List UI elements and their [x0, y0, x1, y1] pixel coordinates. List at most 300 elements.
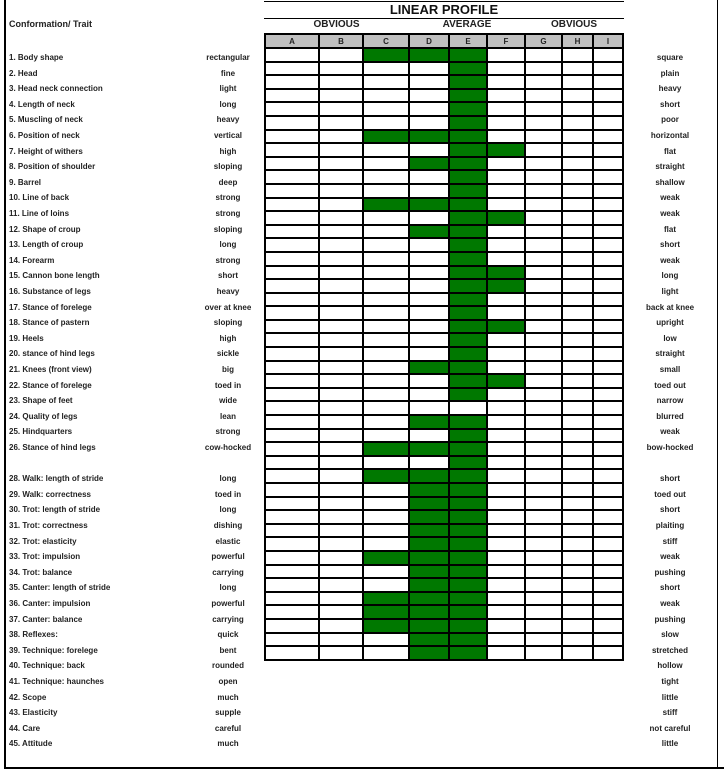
cell-f[interactable] [487, 116, 525, 130]
cell-e[interactable] [449, 293, 487, 307]
cell-i[interactable] [593, 524, 623, 538]
cell-c[interactable] [363, 483, 409, 497]
cell-e[interactable] [449, 551, 487, 565]
cell-f[interactable] [487, 347, 525, 361]
cell-c[interactable] [363, 537, 409, 551]
cell-d[interactable] [409, 497, 449, 511]
cell-a[interactable] [265, 211, 319, 225]
cell-b[interactable] [319, 170, 363, 184]
cell-e[interactable] [449, 320, 487, 334]
cell-g[interactable] [525, 483, 562, 497]
cell-f[interactable] [487, 170, 525, 184]
cell-c[interactable] [363, 442, 409, 456]
cell-e[interactable] [449, 89, 487, 103]
cell-e[interactable] [449, 279, 487, 293]
cell-e[interactable] [449, 130, 487, 144]
cell-a[interactable] [265, 415, 319, 429]
cell-e[interactable] [449, 578, 487, 592]
cell-f[interactable] [487, 48, 525, 62]
cell-b[interactable] [319, 102, 363, 116]
cell-c[interactable] [363, 238, 409, 252]
cell-a[interactable] [265, 497, 319, 511]
cell-b[interactable] [319, 646, 363, 660]
cell-b[interactable] [319, 89, 363, 103]
cell-a[interactable] [265, 48, 319, 62]
cell-b[interactable] [319, 401, 363, 415]
cell-f[interactable] [487, 551, 525, 565]
cell-g[interactable] [525, 456, 562, 470]
cell-f[interactable] [487, 75, 525, 89]
cell-b[interactable] [319, 633, 363, 647]
cell-d[interactable] [409, 306, 449, 320]
cell-f[interactable] [487, 483, 525, 497]
cell-i[interactable] [593, 374, 623, 388]
cell-h[interactable] [562, 266, 593, 280]
cell-b[interactable] [319, 130, 363, 144]
cell-d[interactable] [409, 633, 449, 647]
cell-i[interactable] [593, 592, 623, 606]
cell-h[interactable] [562, 184, 593, 198]
cell-f[interactable] [487, 456, 525, 470]
cell-c[interactable] [363, 551, 409, 565]
cell-i[interactable] [593, 89, 623, 103]
cell-a[interactable] [265, 646, 319, 660]
cell-c[interactable] [363, 605, 409, 619]
cell-b[interactable] [319, 483, 363, 497]
cell-i[interactable] [593, 605, 623, 619]
cell-e[interactable] [449, 483, 487, 497]
cell-d[interactable] [409, 102, 449, 116]
cell-f[interactable] [487, 184, 525, 198]
cell-b[interactable] [319, 592, 363, 606]
cell-f[interactable] [487, 646, 525, 660]
cell-h[interactable] [562, 469, 593, 483]
cell-f[interactable] [487, 578, 525, 592]
cell-e[interactable] [449, 75, 487, 89]
cell-g[interactable] [525, 143, 562, 157]
cell-b[interactable] [319, 361, 363, 375]
cell-a[interactable] [265, 62, 319, 76]
cell-f[interactable] [487, 429, 525, 443]
cell-i[interactable] [593, 293, 623, 307]
cell-i[interactable] [593, 143, 623, 157]
cell-h[interactable] [562, 619, 593, 633]
cell-a[interactable] [265, 483, 319, 497]
cell-h[interactable] [562, 578, 593, 592]
cell-d[interactable] [409, 537, 449, 551]
cell-i[interactable] [593, 565, 623, 579]
cell-a[interactable] [265, 89, 319, 103]
cell-f[interactable] [487, 306, 525, 320]
cell-g[interactable] [525, 605, 562, 619]
cell-e[interactable] [449, 361, 487, 375]
cell-f[interactable] [487, 401, 525, 415]
cell-a[interactable] [265, 116, 319, 130]
cell-i[interactable] [593, 633, 623, 647]
cell-g[interactable] [525, 401, 562, 415]
cell-i[interactable] [593, 157, 623, 171]
cell-d[interactable] [409, 75, 449, 89]
cell-d[interactable] [409, 442, 449, 456]
cell-d[interactable] [409, 510, 449, 524]
cell-e[interactable] [449, 510, 487, 524]
cell-g[interactable] [525, 565, 562, 579]
cell-b[interactable] [319, 497, 363, 511]
cell-g[interactable] [525, 333, 562, 347]
cell-d[interactable] [409, 551, 449, 565]
cell-f[interactable] [487, 62, 525, 76]
cell-f[interactable] [487, 633, 525, 647]
cell-i[interactable] [593, 483, 623, 497]
cell-e[interactable] [449, 170, 487, 184]
cell-h[interactable] [562, 551, 593, 565]
cell-g[interactable] [525, 551, 562, 565]
cell-f[interactable] [487, 524, 525, 538]
cell-a[interactable] [265, 198, 319, 212]
cell-f[interactable] [487, 619, 525, 633]
cell-g[interactable] [525, 347, 562, 361]
cell-b[interactable] [319, 184, 363, 198]
cell-b[interactable] [319, 537, 363, 551]
cell-i[interactable] [593, 497, 623, 511]
cell-a[interactable] [265, 388, 319, 402]
cell-e[interactable] [449, 238, 487, 252]
cell-d[interactable] [409, 524, 449, 538]
cell-b[interactable] [319, 306, 363, 320]
cell-c[interactable] [363, 170, 409, 184]
cell-g[interactable] [525, 361, 562, 375]
cell-i[interactable] [593, 469, 623, 483]
cell-e[interactable] [449, 469, 487, 483]
cell-i[interactable] [593, 225, 623, 239]
cell-g[interactable] [525, 524, 562, 538]
cell-b[interactable] [319, 293, 363, 307]
cell-g[interactable] [525, 633, 562, 647]
cell-h[interactable] [562, 429, 593, 443]
cell-g[interactable] [525, 306, 562, 320]
cell-f[interactable] [487, 333, 525, 347]
cell-b[interactable] [319, 62, 363, 76]
cell-g[interactable] [525, 266, 562, 280]
cell-i[interactable] [593, 456, 623, 470]
cell-b[interactable] [319, 605, 363, 619]
cell-c[interactable] [363, 374, 409, 388]
cell-d[interactable] [409, 619, 449, 633]
cell-a[interactable] [265, 102, 319, 116]
cell-a[interactable] [265, 401, 319, 415]
cell-c[interactable] [363, 143, 409, 157]
cell-a[interactable] [265, 320, 319, 334]
cell-e[interactable] [449, 116, 487, 130]
cell-e[interactable] [449, 401, 487, 415]
cell-a[interactable] [265, 565, 319, 579]
cell-e[interactable] [449, 592, 487, 606]
cell-c[interactable] [363, 415, 409, 429]
cell-d[interactable] [409, 143, 449, 157]
cell-b[interactable] [319, 266, 363, 280]
cell-d[interactable] [409, 225, 449, 239]
cell-h[interactable] [562, 605, 593, 619]
cell-d[interactable] [409, 198, 449, 212]
cell-h[interactable] [562, 646, 593, 660]
cell-d[interactable] [409, 374, 449, 388]
cell-i[interactable] [593, 537, 623, 551]
cell-i[interactable] [593, 279, 623, 293]
cell-f[interactable] [487, 293, 525, 307]
cell-e[interactable] [449, 48, 487, 62]
cell-h[interactable] [562, 48, 593, 62]
cell-c[interactable] [363, 130, 409, 144]
cell-a[interactable] [265, 361, 319, 375]
cell-d[interactable] [409, 211, 449, 225]
cell-d[interactable] [409, 333, 449, 347]
cell-f[interactable] [487, 442, 525, 456]
cell-a[interactable] [265, 347, 319, 361]
cell-h[interactable] [562, 170, 593, 184]
cell-c[interactable] [363, 388, 409, 402]
cell-a[interactable] [265, 469, 319, 483]
cell-i[interactable] [593, 510, 623, 524]
cell-a[interactable] [265, 578, 319, 592]
cell-h[interactable] [562, 510, 593, 524]
cell-b[interactable] [319, 238, 363, 252]
cell-b[interactable] [319, 225, 363, 239]
cell-e[interactable] [449, 605, 487, 619]
cell-g[interactable] [525, 293, 562, 307]
cell-h[interactable] [562, 279, 593, 293]
cell-b[interactable] [319, 333, 363, 347]
cell-c[interactable] [363, 75, 409, 89]
cell-e[interactable] [449, 306, 487, 320]
cell-a[interactable] [265, 605, 319, 619]
cell-b[interactable] [319, 157, 363, 171]
cell-d[interactable] [409, 646, 449, 660]
cell-i[interactable] [593, 646, 623, 660]
cell-d[interactable] [409, 361, 449, 375]
cell-h[interactable] [562, 401, 593, 415]
cell-b[interactable] [319, 252, 363, 266]
cell-h[interactable] [562, 198, 593, 212]
cell-e[interactable] [449, 252, 487, 266]
cell-d[interactable] [409, 347, 449, 361]
cell-d[interactable] [409, 48, 449, 62]
cell-e[interactable] [449, 537, 487, 551]
cell-f[interactable] [487, 157, 525, 171]
cell-i[interactable] [593, 116, 623, 130]
cell-g[interactable] [525, 537, 562, 551]
cell-d[interactable] [409, 157, 449, 171]
cell-b[interactable] [319, 456, 363, 470]
cell-c[interactable] [363, 646, 409, 660]
cell-a[interactable] [265, 225, 319, 239]
cell-b[interactable] [319, 198, 363, 212]
cell-h[interactable] [562, 306, 593, 320]
cell-c[interactable] [363, 524, 409, 538]
cell-g[interactable] [525, 578, 562, 592]
cell-a[interactable] [265, 238, 319, 252]
cell-g[interactable] [525, 320, 562, 334]
cell-i[interactable] [593, 238, 623, 252]
cell-d[interactable] [409, 279, 449, 293]
cell-a[interactable] [265, 184, 319, 198]
cell-b[interactable] [319, 510, 363, 524]
cell-h[interactable] [562, 211, 593, 225]
cell-e[interactable] [449, 157, 487, 171]
cell-g[interactable] [525, 497, 562, 511]
cell-g[interactable] [525, 592, 562, 606]
cell-f[interactable] [487, 361, 525, 375]
cell-g[interactable] [525, 48, 562, 62]
cell-f[interactable] [487, 252, 525, 266]
cell-b[interactable] [319, 524, 363, 538]
cell-c[interactable] [363, 211, 409, 225]
cell-b[interactable] [319, 565, 363, 579]
cell-g[interactable] [525, 157, 562, 171]
cell-c[interactable] [363, 401, 409, 415]
cell-i[interactable] [593, 551, 623, 565]
cell-d[interactable] [409, 266, 449, 280]
cell-d[interactable] [409, 320, 449, 334]
cell-c[interactable] [363, 429, 409, 443]
cell-i[interactable] [593, 333, 623, 347]
cell-f[interactable] [487, 89, 525, 103]
cell-g[interactable] [525, 442, 562, 456]
cell-a[interactable] [265, 130, 319, 144]
cell-i[interactable] [593, 361, 623, 375]
cell-b[interactable] [319, 415, 363, 429]
cell-a[interactable] [265, 75, 319, 89]
cell-g[interactable] [525, 619, 562, 633]
cell-h[interactable] [562, 333, 593, 347]
cell-g[interactable] [525, 170, 562, 184]
cell-c[interactable] [363, 456, 409, 470]
cell-f[interactable] [487, 102, 525, 116]
cell-d[interactable] [409, 415, 449, 429]
cell-e[interactable] [449, 456, 487, 470]
cell-f[interactable] [487, 605, 525, 619]
cell-f[interactable] [487, 266, 525, 280]
cell-f[interactable] [487, 198, 525, 212]
cell-b[interactable] [319, 116, 363, 130]
cell-c[interactable] [363, 619, 409, 633]
cell-i[interactable] [593, 75, 623, 89]
cell-a[interactable] [265, 333, 319, 347]
cell-g[interactable] [525, 374, 562, 388]
cell-i[interactable] [593, 415, 623, 429]
cell-f[interactable] [487, 225, 525, 239]
cell-c[interactable] [363, 333, 409, 347]
cell-d[interactable] [409, 565, 449, 579]
cell-e[interactable] [449, 646, 487, 660]
cell-i[interactable] [593, 48, 623, 62]
cell-e[interactable] [449, 633, 487, 647]
cell-i[interactable] [593, 62, 623, 76]
cell-d[interactable] [409, 401, 449, 415]
cell-d[interactable] [409, 116, 449, 130]
cell-d[interactable] [409, 252, 449, 266]
cell-g[interactable] [525, 646, 562, 660]
cell-d[interactable] [409, 456, 449, 470]
cell-h[interactable] [562, 633, 593, 647]
cell-h[interactable] [562, 497, 593, 511]
cell-c[interactable] [363, 48, 409, 62]
cell-h[interactable] [562, 537, 593, 551]
cell-g[interactable] [525, 130, 562, 144]
cell-i[interactable] [593, 184, 623, 198]
cell-c[interactable] [363, 225, 409, 239]
cell-f[interactable] [487, 238, 525, 252]
cell-e[interactable] [449, 619, 487, 633]
cell-h[interactable] [562, 225, 593, 239]
cell-g[interactable] [525, 116, 562, 130]
cell-a[interactable] [265, 633, 319, 647]
cell-b[interactable] [319, 374, 363, 388]
cell-g[interactable] [525, 211, 562, 225]
cell-c[interactable] [363, 184, 409, 198]
cell-f[interactable] [487, 130, 525, 144]
cell-a[interactable] [265, 551, 319, 565]
cell-h[interactable] [562, 361, 593, 375]
cell-i[interactable] [593, 102, 623, 116]
cell-h[interactable] [562, 293, 593, 307]
cell-h[interactable] [562, 442, 593, 456]
cell-f[interactable] [487, 592, 525, 606]
cell-h[interactable] [562, 116, 593, 130]
cell-e[interactable] [449, 266, 487, 280]
cell-e[interactable] [449, 333, 487, 347]
cell-f[interactable] [487, 415, 525, 429]
cell-g[interactable] [525, 75, 562, 89]
cell-d[interactable] [409, 388, 449, 402]
cell-a[interactable] [265, 266, 319, 280]
cell-e[interactable] [449, 347, 487, 361]
cell-c[interactable] [363, 469, 409, 483]
cell-c[interactable] [363, 198, 409, 212]
cell-b[interactable] [319, 469, 363, 483]
cell-a[interactable] [265, 524, 319, 538]
cell-h[interactable] [562, 130, 593, 144]
cell-b[interactable] [319, 551, 363, 565]
cell-h[interactable] [562, 483, 593, 497]
cell-c[interactable] [363, 306, 409, 320]
cell-g[interactable] [525, 62, 562, 76]
cell-a[interactable] [265, 510, 319, 524]
cell-f[interactable] [487, 388, 525, 402]
cell-e[interactable] [449, 429, 487, 443]
cell-c[interactable] [363, 592, 409, 606]
cell-b[interactable] [319, 143, 363, 157]
cell-a[interactable] [265, 143, 319, 157]
cell-c[interactable] [363, 565, 409, 579]
cell-b[interactable] [319, 388, 363, 402]
cell-h[interactable] [562, 565, 593, 579]
cell-d[interactable] [409, 483, 449, 497]
cell-g[interactable] [525, 252, 562, 266]
cell-b[interactable] [319, 48, 363, 62]
cell-a[interactable] [265, 442, 319, 456]
cell-g[interactable] [525, 388, 562, 402]
cell-b[interactable] [319, 279, 363, 293]
cell-e[interactable] [449, 102, 487, 116]
cell-i[interactable] [593, 429, 623, 443]
cell-f[interactable] [487, 320, 525, 334]
cell-a[interactable] [265, 592, 319, 606]
cell-i[interactable] [593, 266, 623, 280]
cell-c[interactable] [363, 320, 409, 334]
cell-i[interactable] [593, 388, 623, 402]
cell-h[interactable] [562, 238, 593, 252]
cell-b[interactable] [319, 211, 363, 225]
